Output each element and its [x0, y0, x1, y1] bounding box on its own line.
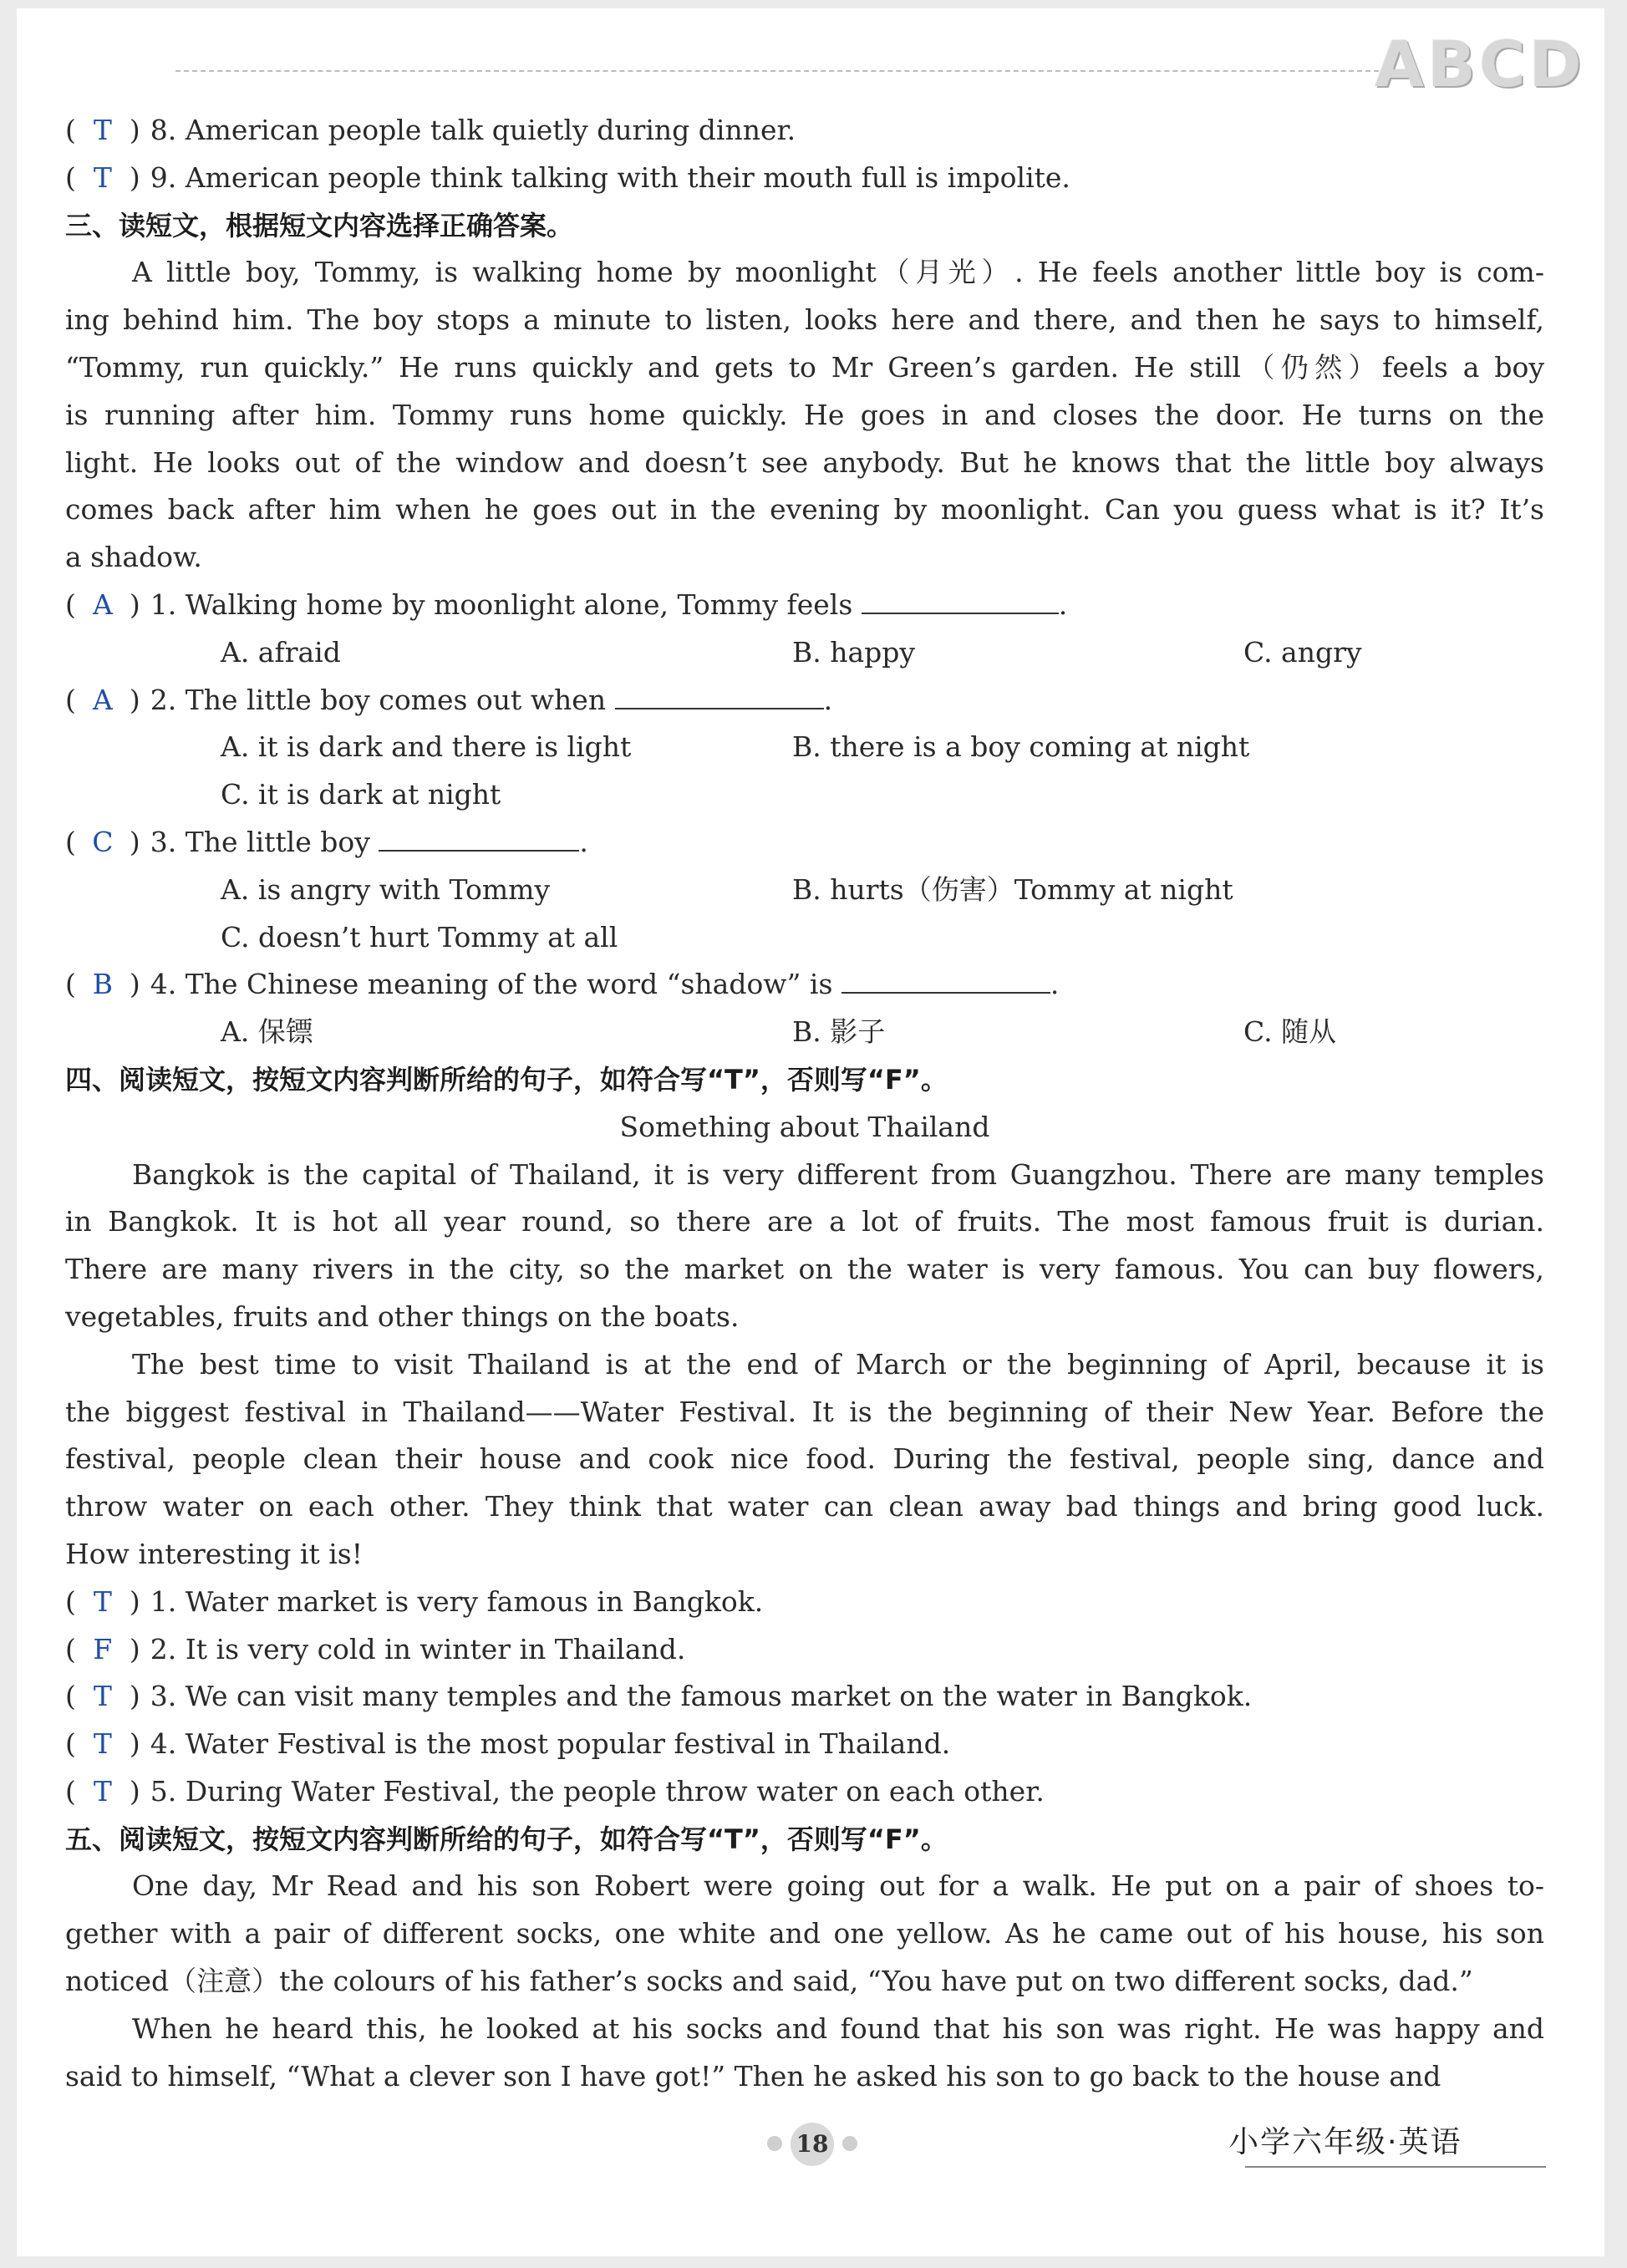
footer-dot-icon — [767, 2136, 782, 2151]
passage-line: A little boy, Tommy, is walking home by moonlight（月光）. He feels another little boy is com- — [132, 256, 1544, 289]
header-dashed-line — [175, 62, 1379, 72]
tf-item: ( F ) 2. It is very cold in winter in Thailand. — [65, 1626, 1544, 1674]
page-number — [760, 2123, 864, 2164]
passage-line: gether with a pair of different socks, one white and one yellow. As he came out of his house, his son — [65, 1917, 1544, 1950]
page-number-badge: 18 — [791, 2123, 834, 2166]
passage-line: light. He looks out of the window and doesn’t see anybody. But he knows that the little boy always — [65, 445, 1544, 479]
option: B. there is a boy coming at night — [792, 730, 1250, 764]
options-row — [65, 867, 1544, 914]
answer-mark: B — [92, 968, 113, 1001]
question-text: 4. Water Festival is the most popular festival in Thailand. — [150, 1727, 951, 1761]
passage-line: ing behind him. The boy stops a minute to listen, looks here and there, and then he says to himself, — [65, 303, 1544, 337]
passage-line: The best time to visit Thailand is at the end of March or the beginning of April, because it is — [132, 1347, 1544, 1381]
tf-item: ( T ) 5. During Water Festival, the people throw water on each other. — [65, 1768, 1544, 1816]
option: B. happy — [792, 635, 916, 669]
passage-line: said to himself, “What a clever son I have got!” Then he asked his son to go back to the house and — [65, 2059, 1441, 2093]
passage-title: Something about Thailand — [619, 1110, 990, 1143]
page-content — [65, 107, 1544, 2100]
options-row — [65, 724, 1544, 771]
answer-mark: A — [92, 587, 113, 621]
answer-mark: T — [93, 114, 112, 146]
option: C. 随从 — [1243, 1015, 1337, 1049]
answer-mark: T — [93, 1584, 112, 1618]
footer-rule — [1245, 2166, 1546, 2168]
question-text: 4. The Chinese meaning of the word “shadow” is — [150, 968, 833, 1001]
options-row — [65, 629, 1544, 677]
answer-mark: T — [93, 160, 112, 194]
tf-item: ( T ) 9. American people think talking with their mouth full is impolite. — [65, 155, 1544, 202]
mc-question: ( B ) 4. The Chinese meaning of the word “shadow” is . — [65, 961, 1544, 1009]
section-title: 三、读短文，根据短文内容选择正确答案。 — [65, 209, 574, 242]
passage-line: a shadow. — [65, 541, 202, 574]
section-title: 五、阅读短文，按短文内容判断所给的句子，如符合写“T”，否则写“F”。 — [65, 1823, 948, 1855]
passage-line: There are many rivers in the city, so the market on the water is very famous. You can buy flowers, — [65, 1253, 1544, 1286]
question-text: 1. Water market is very famous in Bangkok. — [150, 1584, 764, 1618]
passage-line: “Tommy, run quickly.” He runs quickly and gets to Mr Green’s garden. He still（仍然）feels a boy — [65, 350, 1544, 384]
passage-line: throw water on each other. They think that water can clean away bad things and bring good luck. — [65, 1490, 1544, 1523]
answer-mark: T — [93, 1727, 112, 1761]
passage-line: in Bangkok. It is hot all year round, so there are a lot of fruits. The most famous fruit is durian. — [65, 1205, 1544, 1238]
answer-blank — [379, 825, 579, 852]
question-text: 2. The little boy comes out when — [150, 683, 607, 716]
passage-line: Bangkok is the capital of Thailand, it is very different from Guangzhou. There are many temples — [132, 1157, 1544, 1191]
mc-question: ( A ) 1. Walking home by moonlight alone, Tommy feels . — [65, 582, 1544, 629]
passage-line: vegetables, fruits and other things on the boats. — [65, 1299, 740, 1333]
passage-line: the biggest festival in Thailand——Water Festival. It is the beginning of their New Year. Before the — [65, 1395, 1544, 1428]
section-title: 四、阅读短文，按短文内容判断所给的句子，如符合写“T”，否则写“F”。 — [65, 1063, 948, 1096]
passage-line: festival, people clean their house and cook nice food. During the festival, people sing, dance and — [65, 1442, 1544, 1476]
footer-dot-icon — [842, 2136, 857, 2151]
passage-line: When he heard this, he looked at his socks and found that his son was right. He was happy and — [132, 2011, 1544, 2045]
question-text: 1. Walking home by moonlight alone, Tommy feels — [150, 587, 853, 621]
answer-mark: A — [92, 683, 113, 716]
option: C. doesn’t hurt Tommy at all — [221, 920, 618, 953]
question-text: 5. During Water Festival, the people throw water on each other. — [150, 1774, 1045, 1808]
option: B. hurts（伤害）Tommy at night — [792, 872, 1233, 906]
question-text: 3. We can visit many temples and the famous market on the water in Bangkok. — [150, 1680, 1253, 1713]
passage-line: How interesting it is! — [65, 1537, 363, 1570]
option: C. it is dark at night — [221, 778, 501, 811]
answer-blank — [615, 683, 824, 709]
answer-mark: T — [93, 1680, 112, 1713]
answer-mark: C — [92, 825, 114, 858]
option: A. is angry with Tommy — [221, 872, 551, 906]
book-label: 小学六年级·英语 — [1228, 2125, 1462, 2159]
tf-item: ( T ) 4. Water Festival is the most popular festival in Thailand. — [65, 1721, 1544, 1768]
question-punct: . — [1050, 968, 1060, 1001]
answer-mark: T — [93, 1774, 112, 1808]
answer-blank — [841, 967, 1050, 994]
question-punct: . — [1058, 587, 1068, 621]
question-text: 2. It is very cold in winter in Thailand. — [150, 1632, 686, 1665]
option: A. it is dark and there is light — [221, 730, 632, 764]
answer-mark: F — [93, 1632, 113, 1665]
options-row — [65, 1009, 1544, 1056]
passage-line: One day, Mr Read and his son Robert were going out for a walk. He put on a pair of shoes to- — [132, 1869, 1544, 1903]
abcd-logo: ABCD — [1375, 27, 1585, 101]
passage-line: comes back after him when he goes out in the evening by moonlight. Can you guess what is it? It’s — [65, 493, 1544, 526]
options-row — [65, 914, 1544, 962]
question-text: 3. The little boy — [150, 825, 370, 858]
tf-item: ( T ) 8. American people talk quietly during dinner. — [65, 107, 1544, 155]
question-text: 9. American people think talking with their mouth full is impolite. — [150, 160, 1070, 194]
passage-line: noticed（注意）the colours of his father’s socks and said, “You have put on two different socks, dad.” — [65, 1965, 1473, 1998]
option: C. angry — [1243, 635, 1362, 669]
mc-question: ( C ) 3. The little boy . — [65, 819, 1544, 867]
question-punct: . — [823, 683, 833, 716]
option: B. 影子 — [792, 1015, 886, 1049]
question-text: 8. American people talk quietly during dinner. — [150, 114, 796, 146]
option: A. afraid — [221, 635, 341, 669]
options-row — [65, 771, 1544, 819]
question-punct: . — [579, 825, 588, 858]
passage-line: is running after him. Tommy runs home quickly. He goes in and closes the door. He turns on the — [65, 398, 1544, 431]
tf-item: ( T ) 3. We can visit many temples and the famous market on the water in Bangkok. — [65, 1673, 1544, 1721]
mc-question: ( A ) 2. The little boy comes out when . — [65, 677, 1544, 725]
tf-item: ( T ) 1. Water market is very famous in Bangkok. — [65, 1579, 1544, 1626]
answer-blank — [862, 587, 1059, 614]
option: A. 保镖 — [221, 1015, 313, 1049]
